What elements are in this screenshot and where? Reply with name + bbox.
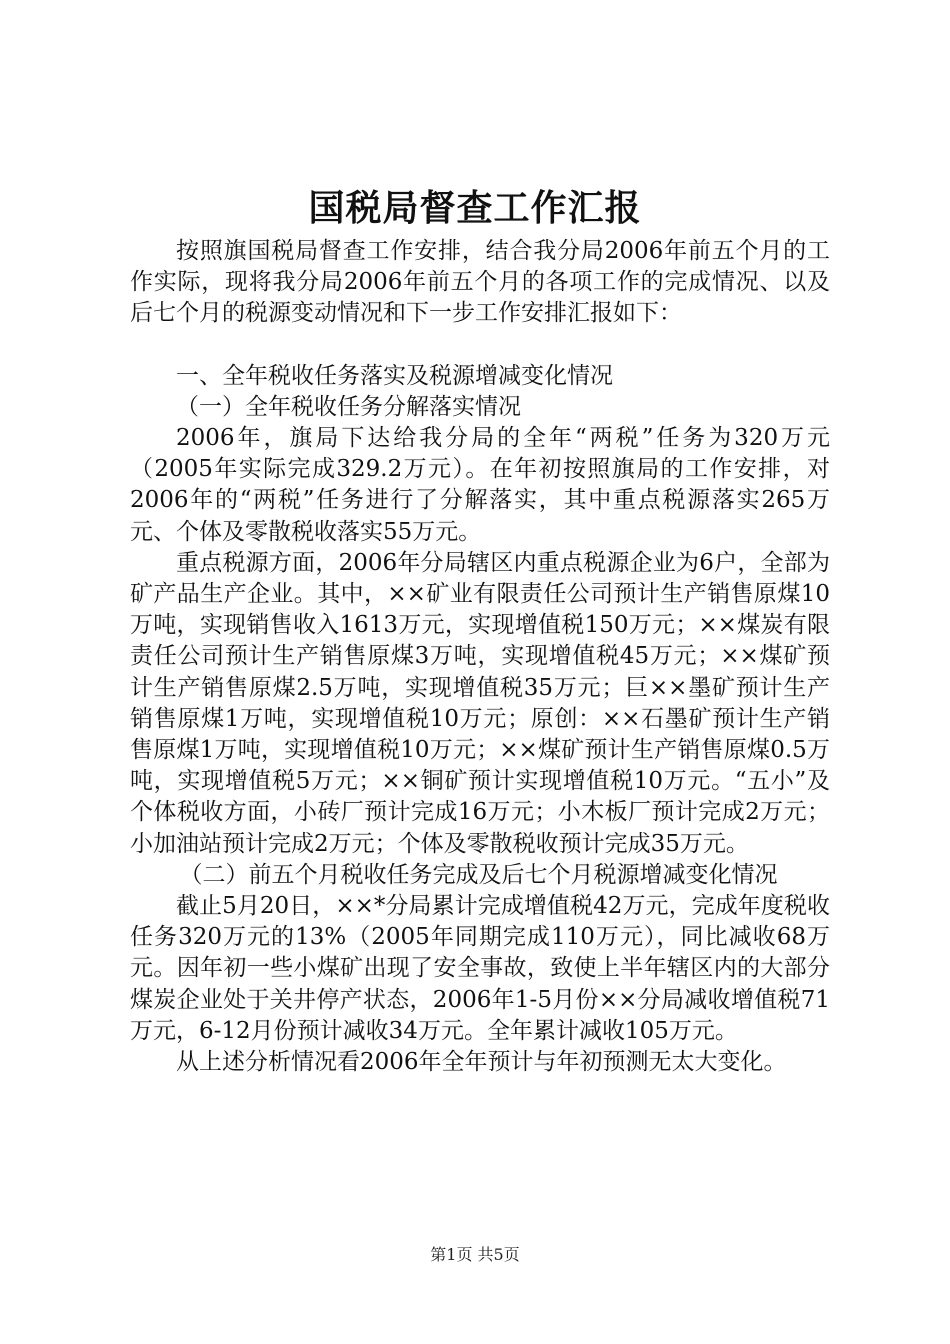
key-tax-source-paragraph: 重点税源方面，2006年分局辖区内重点税源企业为6户，全部为矿产品生产企业。其中，××矿业有限责任公司预计生产销售原煤10万吨，实现销售收入1613万元，实现增值税150万元；××煤炭有限责任公司预计生产销售原煤3万吨，实现增值税45万元；××煤矿预计生产销售原煤2.5万吨，实现增值税35万元；巨××墨矿预计生产销售原煤1万吨，实现增值税10万元；原创：××石墨矿预计生产销售原煤1万吨，实现增值税10万元；××煤矿预计生产销售原煤0.5万吨，实现增值税5万元；××铜矿预计实现增值税10万元。“五小”及个体税收方面，小砖厂预计完成16万元；小木板厂预计完成2万元；小加油站预计完成2万元；个体及零散税收预计完成35万元。 <box>130 549 830 857</box>
page-number-footer: 第1页 共5页 <box>430 1245 520 1264</box>
conclusion-paragraph: 从上述分析情况看2006年全年预计与年初预测无太大变化。 <box>176 1049 787 1076</box>
section-heading-1: 一、全年税收任务落实及税源增减变化情况 <box>176 362 613 389</box>
subsection-heading-1: （一）全年税收任务分解落实情况 <box>176 393 521 420</box>
document-title: 国税局督查工作汇报 <box>308 187 642 229</box>
document-body <box>130 236 830 1078</box>
progress-paragraph: 截止5月20日，××*分局累计完成增值税42万元，完成年度税收任务320万元的13%（2005年同期完成110万元），同比减收68万元。因年初一些小煤矿出现了安全事故，致使上半年辖区内的大部分煤炭企业处于关井停产状态，2006年1-5月份××分局减收增值税71万元，6-12月份预计减收34万元。全年累计减收105万元。 <box>130 893 830 1044</box>
subsection-heading-2: （二）前五个月税收任务完成及后七个月税源增减变化情况 <box>179 861 778 888</box>
intro-paragraph: 按照旗国税局督查工作安排，结合我分局2006年前五个月的工作实际，现将我分局2006年前五个月的各项工作的完成情况、以及后七个月的税源变动情况和下一步工作安排汇报如下： <box>130 238 830 327</box>
task-paragraph: 2006年，旗局下达给我分局的全年“两税”任务为320万元（2005年实际完成329.2万元）。在年初按照旗局的工作安排，对2006年的“两税”任务进行了分解落实，其中重点税源落实265万元、个体及零散税收落实55万元。 <box>130 425 830 545</box>
